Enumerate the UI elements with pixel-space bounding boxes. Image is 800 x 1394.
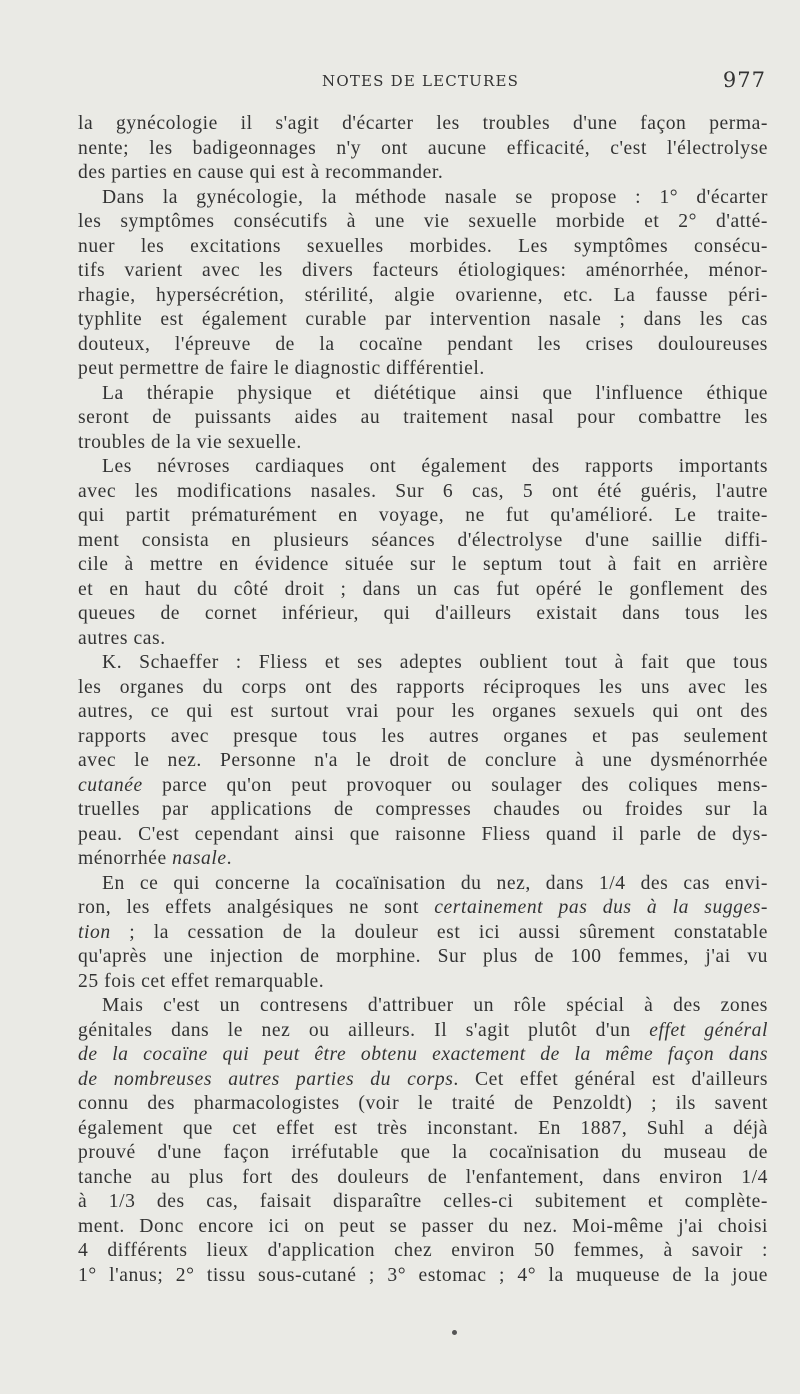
text-line: prouvé d'une façon irréfutable que la cocaïnisation du museau de bbox=[78, 1142, 768, 1163]
text-line: En ce qui concerne la cocaïnisation du nez, dans 1/4 des cas envi- bbox=[102, 872, 768, 894]
text-line: rapports avec presque tous les autres organes et pas seulement bbox=[78, 725, 768, 747]
text-line: Dans la gynécologie, la méthode nasale se propose : 1° d'écarter bbox=[102, 186, 768, 208]
text-line: et en haut du côté droit ; dans un cas fut opéré le gonflement des bbox=[78, 578, 768, 600]
text-line: à 1/3 des cas, faisait disparaître celles-ci subitement et complète- bbox=[78, 1191, 768, 1212]
running-head: NOTES DE LECTURES bbox=[322, 72, 520, 90]
text-line: ron, les effets analgésiques ne sont certainement pas dus à la sugges- bbox=[78, 897, 769, 918]
text-line: nente; les badigeonnages n'y ont aucune efficacité, c'est l'électrolyse bbox=[78, 137, 768, 159]
text-line: ménorrhée nasale. bbox=[78, 848, 233, 869]
text-line: de la cocaïne qui peut être obtenu exactement de la même façon dans bbox=[78, 1044, 768, 1065]
text-line: avec les modifications nasales. Sur 6 cas, 5 ont été guéris, l'autre bbox=[78, 480, 768, 502]
text-line: tion ; la cessation de la douleur est ici aussi sûrement constatable bbox=[78, 921, 768, 943]
text-line: K. Schaeffer : Fliess et ses adeptes oublient tout à fait que tous bbox=[102, 652, 768, 673]
paragraph bbox=[78, 455, 768, 651]
text-line: queues de cornet inférieur, qui d'ailleurs existait dans tous les bbox=[78, 603, 768, 624]
text-line: Les névroses cardiaques ont également des rapports importants bbox=[102, 456, 768, 477]
text-line: 4 différents lieux d'application chez environ 50 femmes, à savoir : bbox=[78, 1240, 768, 1261]
text-line: qui partit prématurément en voyage, ne fut qu'amélioré. Le traite- bbox=[78, 505, 768, 526]
text-line: La thérapie physique et diététique ainsi que l'influence éthique bbox=[102, 382, 768, 404]
text-line: cutanée parce qu'on peut provoquer ou soulager des coliques mens- bbox=[78, 774, 768, 796]
page-header bbox=[78, 70, 766, 98]
text-line: de nombreuses autres parties du corps. Cet effet général est d'ailleurs bbox=[78, 1068, 768, 1090]
text-line: également que cet effet est très inconstant. En 1887, Suhl a déjà bbox=[78, 1117, 768, 1139]
text-line: peau. C'est cependant ainsi que raisonne Fliess quand il parle de dys- bbox=[78, 823, 768, 845]
text-line: qu'après une injection de morphine. Sur plus de 100 femmes, j'ai vu bbox=[78, 946, 768, 967]
text-line: 1° l'anus; 2° tissu sous-cutané ; 3° estomac ; 4° la muqueuse de la joue bbox=[78, 1264, 768, 1286]
text-line: cile à mettre en évidence située sur le septum tout à fait en arrière bbox=[78, 554, 768, 575]
text-line: typhlite est également curable par intervention nasale ; dans les cas bbox=[78, 309, 768, 330]
text-line: autres cas. bbox=[78, 627, 166, 649]
text-line: tifs varient avec les divers facteurs étiologiques: aménorrhée, ménor- bbox=[78, 260, 768, 281]
text-line: ment. Donc encore ici on peut se passer du nez. Moi-même j'ai choisi bbox=[78, 1215, 768, 1237]
paragraph bbox=[78, 994, 768, 1288]
text-line: la gynécologie il s'agit d'écarter les troubles d'une façon perma- bbox=[78, 113, 768, 134]
text-line: autres, ce qui est surtout vrai pour les organes sexuels qui ont des bbox=[78, 701, 768, 722]
text-line: ment consista en plusieurs séances d'électrolyse d'une saillie diffi- bbox=[78, 529, 768, 551]
page-number: 977 bbox=[722, 68, 766, 92]
text-line: connu des pharmacologistes (voir le traité de Penzoldt) ; ils savent bbox=[78, 1093, 768, 1114]
text-line: douteux, l'épreuve de la cocaïne pendant les crises douloureuses bbox=[78, 333, 768, 355]
text-line: seront de puissants aides au traitement nasal pour combattre les bbox=[78, 407, 768, 428]
text-line: troubles de la vie sexuelle. bbox=[78, 431, 302, 453]
body-text bbox=[78, 112, 768, 1288]
paragraph bbox=[78, 651, 768, 872]
text-line: des parties en cause qui est à recommander. bbox=[78, 162, 444, 183]
text-line: les symptômes consécutifs à une vie sexuelle morbide et 2° d'atté- bbox=[78, 211, 768, 232]
paragraph bbox=[78, 112, 768, 186]
paragraph bbox=[78, 186, 768, 382]
paragraph bbox=[78, 382, 768, 456]
text-line: tanche au plus fort des douleurs de l'enfantement, dans environ 1/4 bbox=[78, 1166, 768, 1188]
text-line: 25 fois cet effet remarquable. bbox=[78, 970, 325, 992]
text-line: Mais c'est un contresens d'attribuer un rôle spécial à des zones bbox=[102, 995, 768, 1016]
text-line: peut permettre de faire le diagnostic différentiel. bbox=[78, 358, 485, 379]
text-line: rhagie, hypersécrétion, stérilité, algie ovarienne, etc. La fausse péri- bbox=[78, 284, 768, 306]
text-line: avec le nez. Personne n'a le droit de conclure à une dysménorrhée bbox=[78, 750, 768, 771]
text-line: nuer les excitations sexuelles morbides. Les symptômes consécu- bbox=[78, 235, 768, 257]
paragraph bbox=[78, 872, 768, 995]
text-line: truelles par applications de compresses chaudes ou froides sur la bbox=[78, 799, 768, 820]
printer-mark bbox=[452, 1330, 457, 1335]
text-line: génitales dans le nez ou ailleurs. Il s'agit plutôt d'un effet général bbox=[78, 1019, 768, 1041]
text-line: les organes du corps ont des rapports réciproques les uns avec les bbox=[78, 676, 768, 698]
